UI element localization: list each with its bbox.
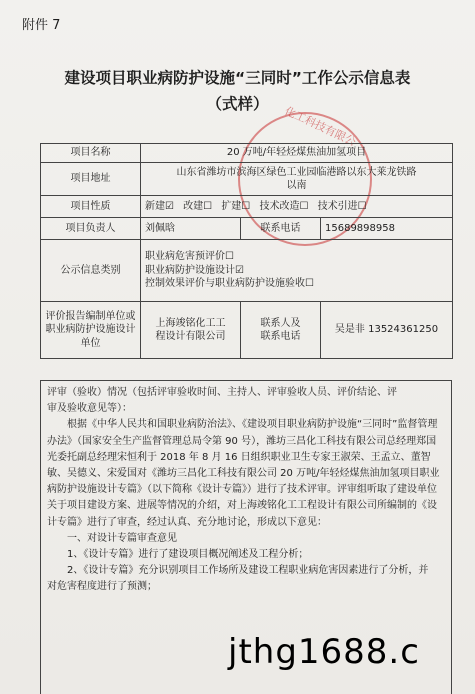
nature-option-expand: 扩建☐ — [221, 200, 251, 212]
publicity-option-effect-evaluation: 控制效果评价与职业病防护设施验收☐ — [145, 278, 314, 290]
nature-option-new: 新建☑ — [145, 200, 174, 212]
annex-label: 附件 7 — [22, 18, 61, 33]
publicity-option-facility-design: 职业病防护设施设计☑ — [145, 264, 244, 276]
project-address-label: 项目地址 — [41, 163, 141, 196]
project-nature-label: 项目性质 — [41, 196, 141, 218]
nature-option-rebuild: 改建☐ — [183, 200, 213, 212]
contact-label-line1: 联系人及 — [260, 317, 301, 329]
review-item-2-continued: 对危害程度进行了预测； — [47, 581, 157, 593]
review-item-2: 2、《设计专篇》充分识别项目工作场所及建设工程职业病危害因素进行了分析，并 — [67, 565, 429, 577]
publicity-category-options — [141, 240, 453, 302]
phone-label: 联系电话 — [241, 218, 321, 240]
review-header-line1: 评审（验收）情况（包括评审验收时间、主持人、评审验收人员、评价结论、评 — [47, 387, 397, 398]
design-unit-name-line1: 上海竣铭化工工 — [155, 317, 226, 329]
publicity-category-label: 公示信息类别 — [41, 240, 141, 302]
design-unit-label-line3: 单位 — [80, 337, 101, 349]
project-name-value: 20 万吨/年轻烃煤焦油加氢项目 — [141, 144, 453, 163]
design-unit-label-line2: 职业病防护设施设计 — [45, 324, 136, 336]
document-subtitle: （式样） — [206, 95, 269, 113]
contact-label-line2: 联系电话 — [260, 331, 301, 342]
project-address-line1: 山东省潍坊市滨海区绿色工业园临港路以东大莱龙铁路 — [176, 166, 417, 178]
project-leader-label: 项目负责人 — [41, 218, 141, 240]
nature-option-tech-import: 技术引进☐ — [317, 200, 367, 212]
seal-text: 化工科技有限公 — [282, 104, 358, 149]
contact-label — [241, 302, 321, 359]
design-unit-label-line1: 评价报告编制单位或 — [45, 310, 136, 322]
contact-value: 吴是非 13524361250 — [321, 302, 453, 359]
project-address-value — [141, 163, 453, 196]
review-header-line2: 审及验收意见等）： — [47, 403, 132, 415]
watermark-text: jthg1688.c — [228, 632, 420, 672]
project-address-line2: 以南 — [286, 180, 307, 191]
project-name-label: 项目名称 — [41, 144, 141, 163]
nature-option-tech-upgrade: 技术改造☐ — [259, 200, 309, 212]
design-unit-value — [141, 302, 241, 359]
review-paragraph: 根据《中华人民共和国职业病防治法》、《建设项目职业病防护设施“三同时”监督管理办法》（国家安全生产监督管理总局令第 90 号），潍坊三昌化工科技有限公司总经理郑国光委托副总经理宋恒利于 2018 年 8 月 16 日组织职业卫生专家王淑荣、王孟立、董智敏、吴德义、宋爱国对《潍坊三昌化工科技有限公司 20 万吨/年轻烃煤焦油加氢项目职业病防护设施设计专篇》（以下简称《设计专篇》）进行了技术评审。评审组听取了建设单位关于项目建设方案、进展等情况的介绍，对上海竣铭化工工程设计有限公司所编制的《设计专篇》进行了审查，经过认真、充分地讨论，形成以下意见： — [47, 419, 440, 528]
phone-value: 15689898958 — [321, 218, 453, 240]
review-item-1: 1、《设计专篇》进行了建设项目概况阐述及工程分析； — [67, 548, 309, 560]
review-heading-design-opinion: 一、对设计专篇审查意见 — [67, 532, 177, 544]
project-leader-value: 刘佩晗 — [141, 218, 241, 240]
design-unit-label — [41, 302, 141, 359]
publicity-option-pre-evaluation: 职业病危害预评价☐ — [145, 251, 234, 263]
project-nature-options — [141, 196, 453, 218]
publicity-info-table — [40, 143, 453, 359]
document-title: 建设项目职业病防护设施“三同时”工作公示信息表 — [64, 69, 411, 87]
design-unit-name-line2: 程设计有限公司 — [155, 331, 226, 342]
